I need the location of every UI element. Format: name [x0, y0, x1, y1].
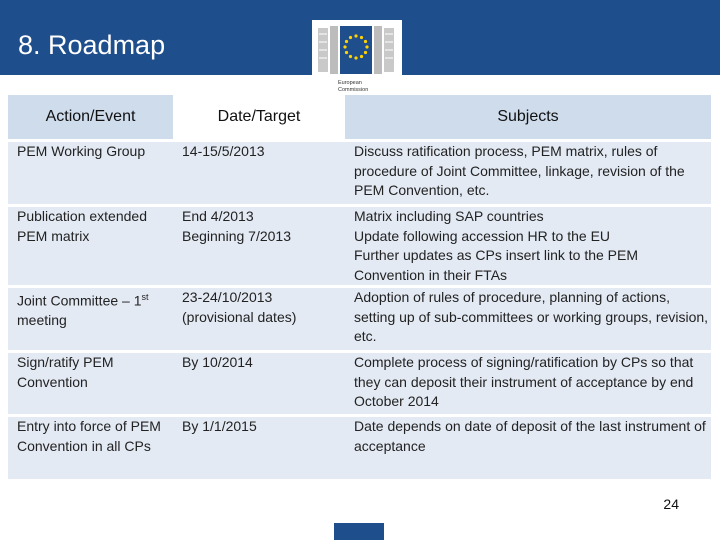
subject-line: Matrix including SAP countries	[354, 208, 544, 224]
cell-date	[173, 288, 345, 350]
cell-subjects	[345, 142, 711, 204]
roadmap-table	[8, 92, 711, 482]
cell-subjects	[345, 353, 711, 414]
cell-action: Publication extended PEM matrix	[8, 207, 173, 285]
logo-label-line2: Commission	[338, 87, 369, 93]
action-text: Joint Committee – 1	[17, 292, 142, 309]
cell-date	[173, 353, 345, 414]
date-line: End 4/2013	[182, 208, 254, 224]
slide-title: 8. Roadmap	[18, 30, 166, 60]
date-line: 23-24/10/2013	[182, 289, 273, 305]
cell-date	[173, 417, 345, 479]
subject-line: Adoption of rules of procedure, planning of actions, setting up of sub-committees or working groups, revision, etc.	[354, 289, 709, 344]
date-line: By 10/2014	[182, 354, 253, 370]
table-header-row	[8, 95, 711, 139]
table-row	[8, 417, 711, 479]
cell-action: Sign/ratify PEM Convention	[8, 353, 173, 414]
subject-line: Complete process of signing/ratification by CPs so that they can deposit their instrument of acceptance by end October 2014	[354, 354, 694, 409]
header-action-event: Action/Event	[8, 95, 173, 139]
action-text: meeting	[17, 312, 67, 329]
subject-line: Update following accession HR to the EU	[354, 227, 611, 244]
cell-date	[173, 142, 345, 204]
subject-line: Date depends on date of deposit of the last instrument of acceptance	[354, 418, 706, 454]
table-row	[8, 142, 711, 204]
action-superscript: st	[141, 292, 149, 302]
cell-action: PEM Working Group	[8, 142, 173, 204]
cell-subjects	[345, 207, 711, 285]
table-row	[8, 353, 711, 414]
logo-label-line1: European	[338, 80, 362, 86]
header-date-target: Date/Target	[173, 95, 345, 139]
cell-subjects	[345, 288, 711, 350]
cell-action	[8, 288, 173, 350]
subject-line: Further updates as CPs insert link to the PEM Convention in their FTAs	[354, 247, 639, 283]
header-subjects: Subjects	[345, 95, 711, 139]
date-line: Beginning 7/2013	[182, 227, 291, 244]
eu-flag-icon	[334, 523, 384, 540]
cell-date	[173, 207, 345, 285]
table-row	[8, 207, 711, 285]
subject-line: Discuss ratification process, PEM matrix, rules of procedure of Joint Committee, linkage, revision of the PEM Convention, etc.	[354, 143, 685, 198]
table-row	[8, 288, 711, 350]
cell-subjects	[345, 417, 711, 479]
date-line: (provisional dates)	[182, 308, 297, 325]
page-number: 24	[663, 496, 679, 512]
cell-action: Entry into force of PEM Convention in all CPs	[8, 417, 173, 479]
date-line: By 1/1/2015	[182, 418, 257, 434]
date-line: 14-15/5/2013	[182, 143, 265, 159]
